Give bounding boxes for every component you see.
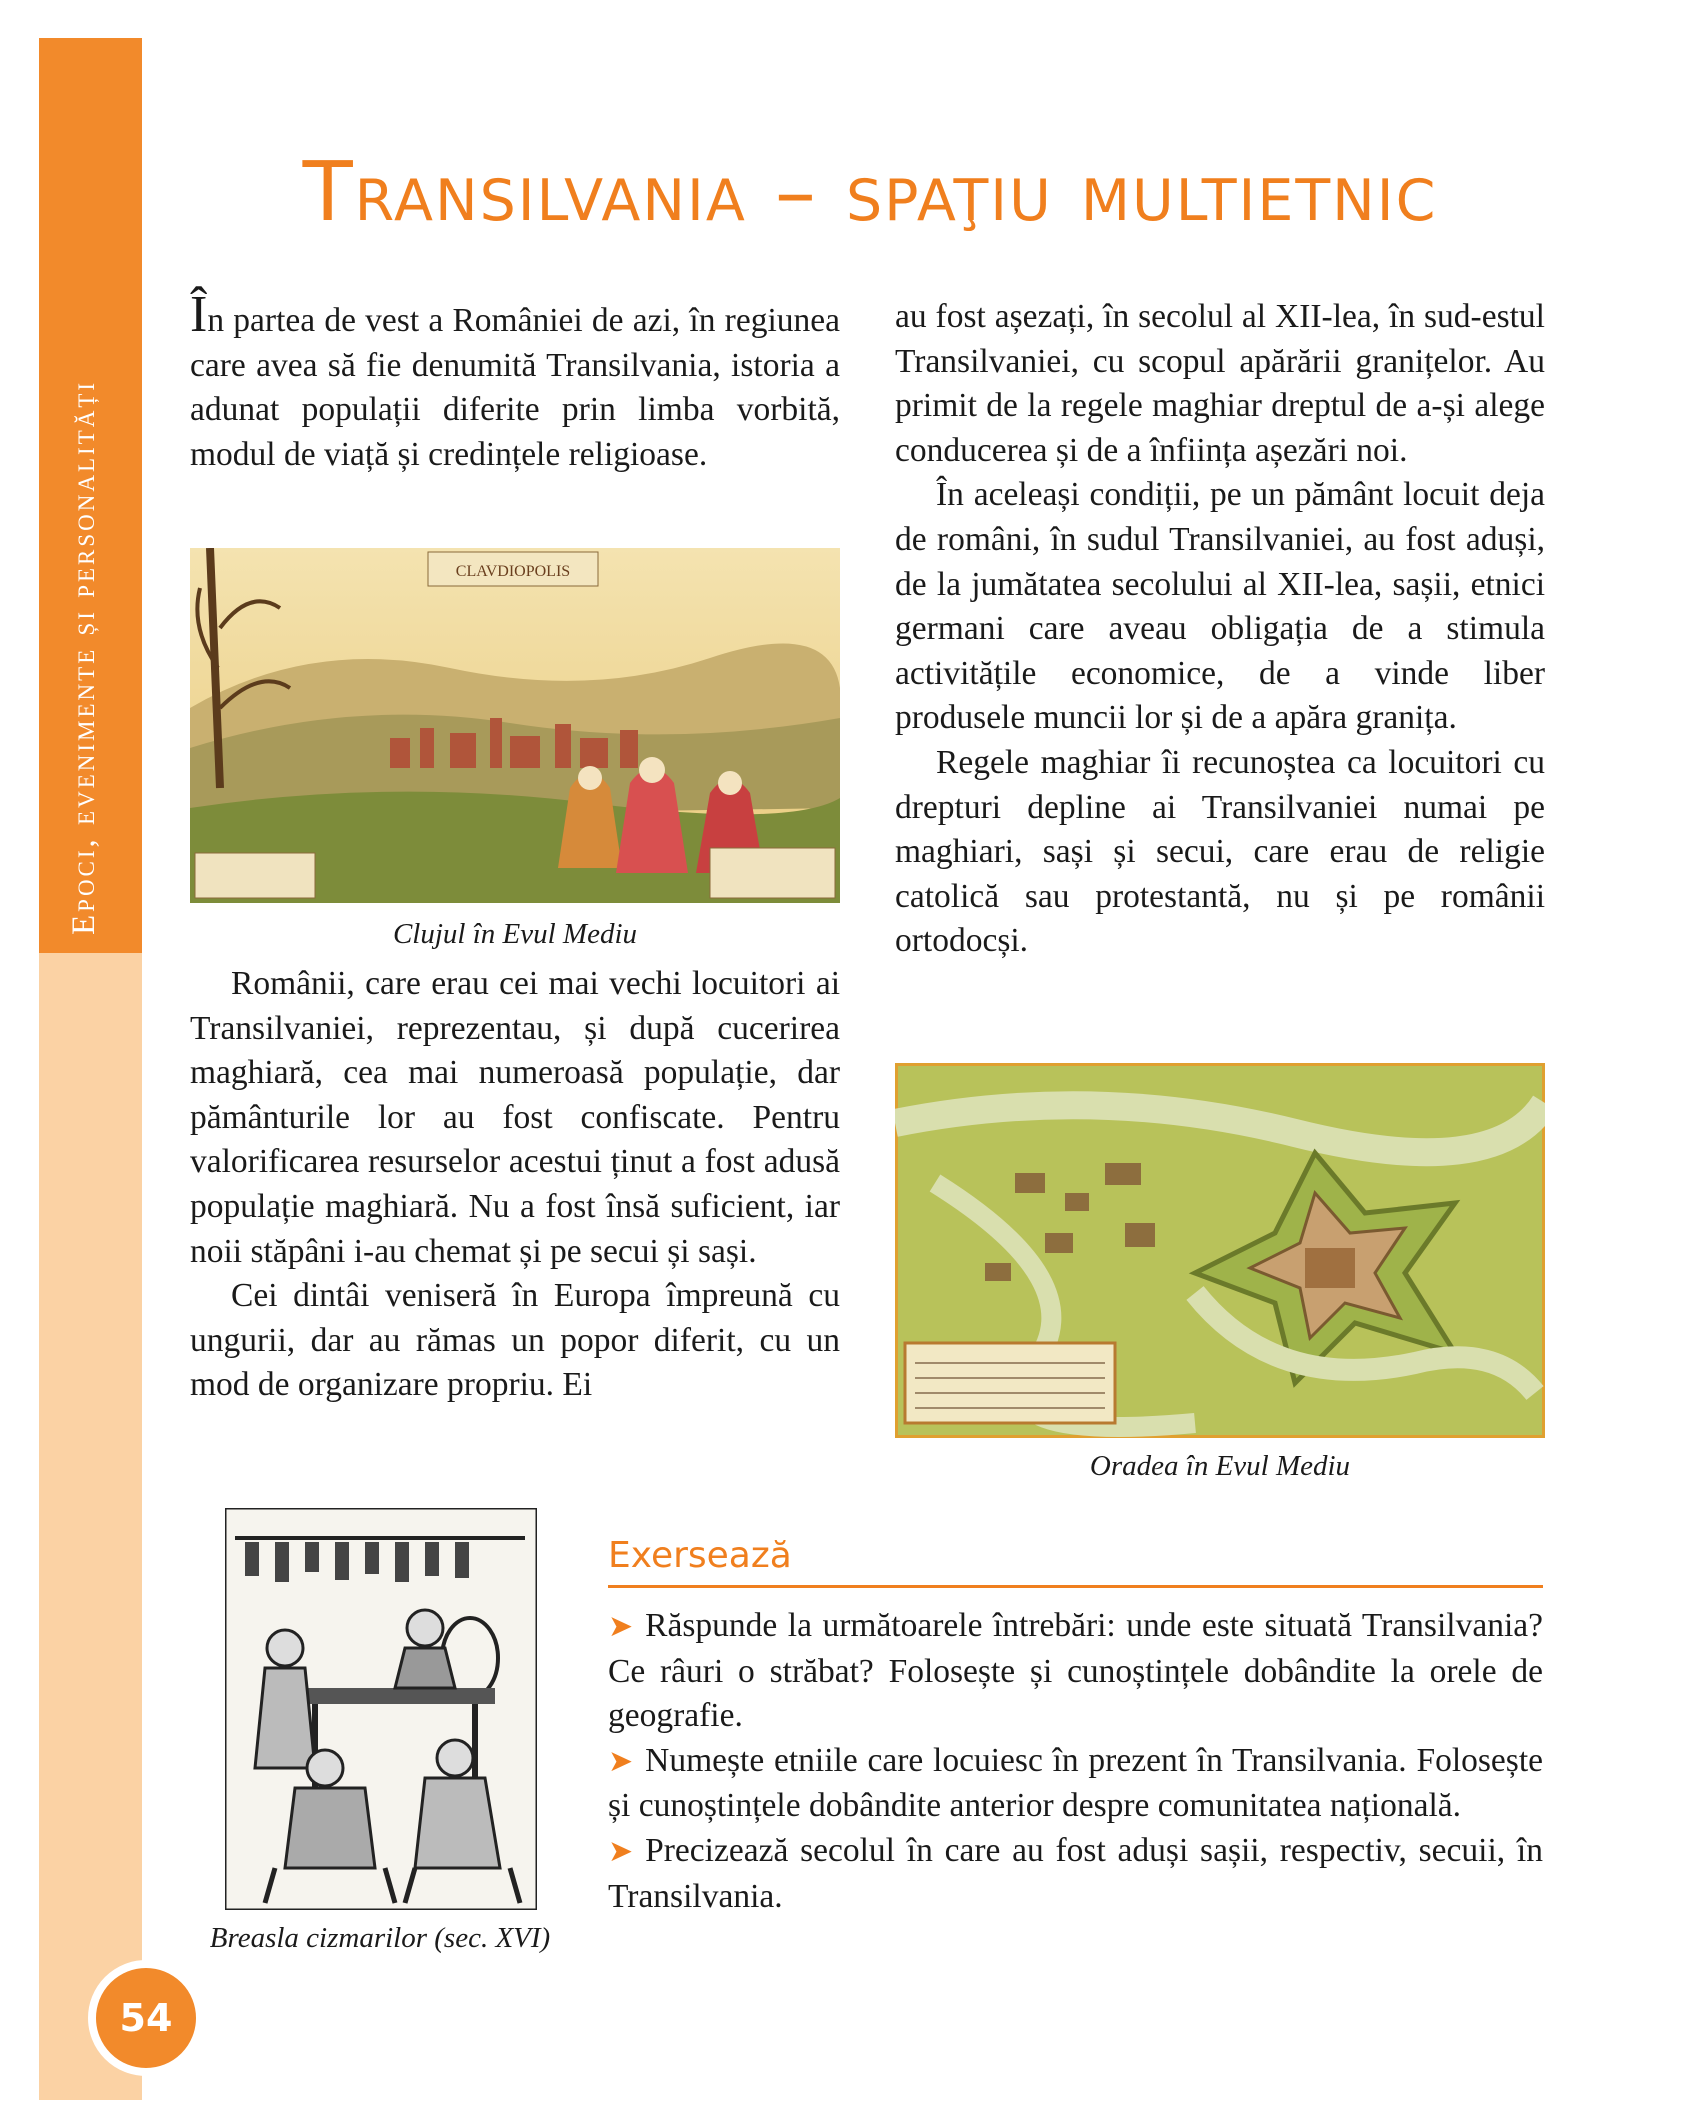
exercise-item-text: Precizează secolul în care au fost aduși sașii, respectiv, secuii, în Transilvania. xyxy=(608,1831,1543,1915)
exercise-item xyxy=(608,1739,1543,1829)
exercise-divider xyxy=(608,1585,1543,1588)
intro-text: n partea de vest a României de azi, în regiunea care avea să fie denumită Transilvania, istoria a adunat populații diferite prin limba vorbită, modul de viață și credințele religioase. xyxy=(190,302,840,473)
left-column-text xyxy=(190,962,840,1408)
orange-arrow-icon: ➤ xyxy=(608,1743,634,1779)
breasla-caption: Breasla cizmarilor (sec. XVI) xyxy=(209,1922,551,1954)
intro-paragraph xyxy=(190,286,840,477)
exercise-item-text: Răspunde la următoarele întrebări: unde este situată Transilvania? Ce râuri o străbat? Folosește și cunoștințele dobândite la orele de geografie. xyxy=(608,1607,1543,1735)
shoemakers-guild-woodcut xyxy=(225,1508,537,1910)
oradea-medieval-map-image xyxy=(895,1063,1545,1438)
exercise-item xyxy=(608,1829,1543,1919)
left-paragraph: Românii, care erau cei mai vechi locuitori ai Transilvaniei, reprezentau, și după cucerirea maghiară, cea mai numeroasă populație, dar pământurile lor au fost confiscate. Pentru valorificarea resurselor acestui ținut a fost adusă populație maghiară. Nu a fost însă suficient, iar noii stăpâni i-au chemat și pe secui și sași. xyxy=(190,965,840,1270)
exercise-list xyxy=(608,1604,1543,1919)
page-title: Transilvania – spaţiu multietnic xyxy=(302,145,1438,240)
sidebar-section-label: Epoci, evenimente și personalități xyxy=(66,379,102,935)
cluj-banner-text: CLAVDIOPOLIS xyxy=(455,563,571,580)
dropcap: Î xyxy=(190,286,208,343)
right-paragraph: Regele maghiar îi recunoștea ca locuitori cu drepturi depline ai Transilvaniei numai pe maghiari, sași și secui, care erau de religie catolică sau protestantă, nu și pe românii ortodocși. xyxy=(895,743,1545,960)
cluj-medieval-image xyxy=(190,548,840,903)
orange-arrow-icon: ➤ xyxy=(608,1609,634,1644)
exercise-heading: Exersează xyxy=(608,1535,792,1576)
left-paragraph: Cei dintâi veniseră în Europa împreună cu ungurii, dar au rămas un popor diferit, cu un mod de organizare propriu. Ei xyxy=(190,1277,840,1404)
right-paragraph: În aceleași condiții, pe un pământ locuit deja de români, în sudul Transilvaniei, au fost aduși, de la jumătatea secolului al XII-lea, sașii, etnici germani care aveau obligația de a stimula activitățile economice, de a vinde liber produsele muncii lor și de a apăra granița. xyxy=(895,476,1545,737)
orange-arrow-icon: ➤ xyxy=(608,1833,634,1869)
page-number: 54 xyxy=(119,1996,173,2040)
oradea-caption: Oradea în Evul Mediu xyxy=(1089,1450,1351,1482)
cluj-caption: Clujul în Evul Mediu xyxy=(392,918,638,950)
right-column-text xyxy=(895,295,1545,964)
right-paragraph: au fost așezați, în secolul al XII-lea, în sud-estul Transilvaniei, cu scopul apărării granițelor. Au primit de la regele maghiar dreptul de a-și alege conducerea și de a înființa așezări noi. xyxy=(895,298,1545,469)
sidebar-band-light xyxy=(39,953,142,2100)
exercise-item-text: Numește etniile care locuiesc în prezent în Transilvania. Folosește și cunoștințele dobândite anterior despre comunitatea națională. xyxy=(608,1741,1543,1825)
exercise-item xyxy=(608,1604,1543,1739)
